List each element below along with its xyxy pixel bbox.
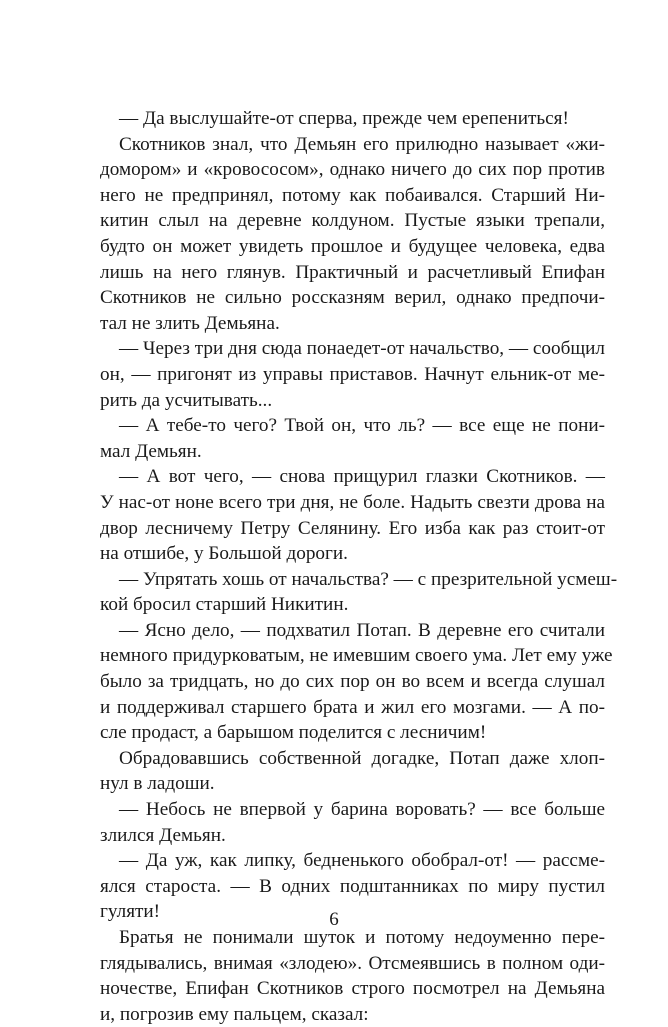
text-line: было за тридцать, но до сих пор он во всем и всегда слушал	[100, 671, 605, 693]
text-line: — Да выслушайте-от сперва, прежде чем ерепениться!	[119, 108, 569, 129]
text-line: — А тебе-то чего? Твой он, что ль? — все еще не пони-	[119, 415, 605, 437]
text-line: лишь на него глянув. Практичный и расчетливый Епифан	[100, 261, 605, 283]
text-line: — Небось не впервой у барина воровать? — все больше	[119, 799, 605, 821]
page-text	[100, 106, 618, 1027]
text-line: ялся староста. — В одних подштанниках по миру пустил	[100, 875, 605, 897]
text-line: — Ясно дело, — подхватил Потап. В деревне его считали	[119, 619, 605, 641]
text-line: У нас-от ноне всего три дня, не боле. Надыть свезти дрова на	[100, 491, 605, 513]
text-line: двор лесничему Петру Селянину. Его изба как раз стоит-от	[100, 517, 605, 539]
text-line: глядывались, внимая «злодею». Отсмеявшись в полном оди-	[100, 952, 605, 974]
text-line: Обрадовавшись собственной догадке, Потап даже хлоп-	[119, 747, 605, 769]
text-line: тал не злить Демьяна.	[100, 312, 280, 334]
text-line: ночестве, Епифан Скотников строго посмотрел на Демьяна	[100, 978, 605, 1000]
page-number: 6	[329, 909, 339, 930]
text-line: Скотников не сильно россказням верил, однако предпочи-	[100, 287, 605, 309]
text-line: — Упрятать хошь от начальства? — с презрительной усмеш-	[119, 568, 618, 590]
text-line: сле продаст, а барышом поделится с лесничим!	[100, 722, 487, 744]
text-line: гуляти!	[100, 901, 161, 923]
text-line: будто он может увидеть прошлое и будущее человека, едва	[100, 235, 605, 257]
text-line: китин слыл на деревне колдуном. Пустые языки трепали,	[100, 210, 605, 232]
text-line: домором» и «кровососом», однако ничего до сих пор против	[100, 159, 605, 181]
text-line: и, погрозив ему пальцем, сказал:	[100, 1003, 369, 1025]
text-line: немного придурковатым, не имевшим своего ума. Лет ему уже	[100, 645, 613, 667]
text-line: — Через три дня сюда понаедет-от начальство, — сообщил	[119, 338, 605, 360]
text-line: на отшибе, у Большой дороги.	[100, 543, 348, 565]
text-line: кой бросил старший Никитин.	[100, 594, 349, 616]
text-line: Скотников знал, что Демьян его прилюдно называет «жи-	[119, 133, 605, 155]
text-line: — А вот чего, — снова прищурил глазки Скотников. —	[119, 466, 605, 488]
text-line: — Да уж, как липку, бедненького обобрал-от! — рассме-	[119, 850, 605, 872]
text-line: злился Демьян.	[100, 824, 226, 846]
text-line: Братья не понимали шуток и потому недоуменно пере-	[119, 927, 605, 948]
text-line: нул в ладоши.	[100, 773, 215, 795]
text-line: он, — пригонят из управы приставов. Начнут ельник-от ме-	[100, 363, 605, 385]
text-line: него не предпринял, потому как побаивался. Старший Ни-	[100, 184, 605, 206]
text-line: и поддерживал старшего брата и жил его мозгами. — А по-	[100, 696, 605, 718]
text-line: рить да усчитывать...	[100, 389, 273, 411]
text-line: мал Демьян.	[100, 440, 202, 462]
